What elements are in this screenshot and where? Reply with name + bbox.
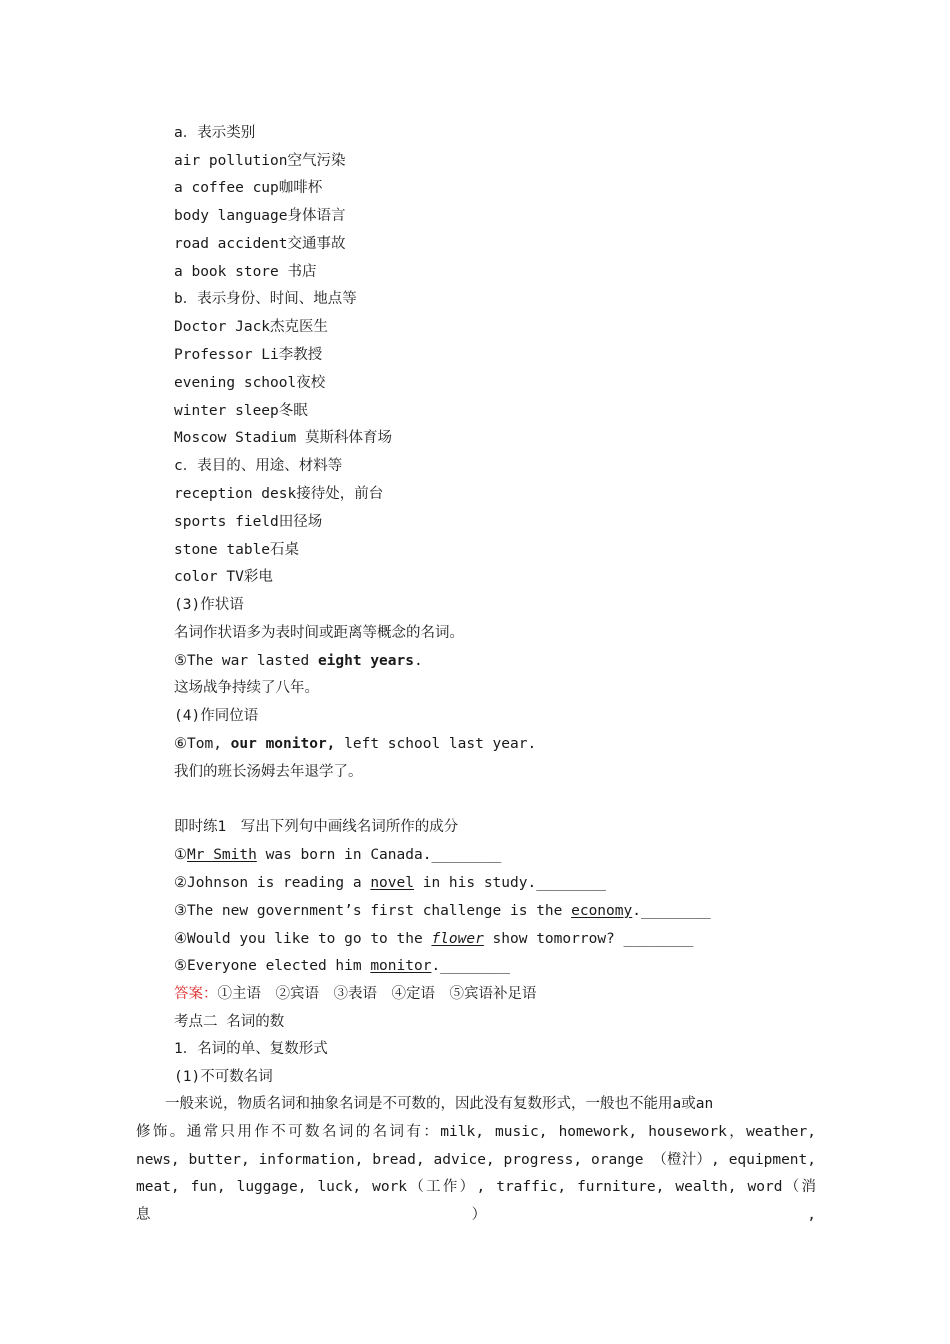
text-segment: a．表示类别 (174, 125, 256, 141)
cat-b-heading (174, 288, 357, 310)
translation-line (174, 677, 319, 699)
text-segment: winter sleep冬眠 (174, 403, 308, 419)
text-segment: 考点二 名词的数 (174, 1014, 285, 1030)
text-segment: body language身体语言 (174, 208, 346, 224)
cat-c-heading (174, 455, 342, 477)
exercise-heading (174, 816, 458, 838)
text-segment: left school last year. (335, 736, 537, 752)
paragraph-line: 修饰。通常只用作不可数名词的名词有：milk, music, homework, housework，weather, (136, 1123, 816, 1140)
text-segment: Doctor Jack杰克医生 (174, 319, 329, 335)
example-line (174, 539, 299, 561)
text-segment: stone table石桌 (174, 542, 300, 558)
exercise-item (174, 955, 510, 977)
text-segment: 名词作状语多为表时间或距离等概念的名词。 (174, 625, 464, 641)
bold-phrase: eight years (317, 653, 414, 669)
text-segment: .________ (632, 903, 711, 919)
translation-line (174, 761, 363, 783)
paragraph-line: news, butter, information, bread, advice, progress, orange （橙汁）, equipment, (136, 1151, 816, 1168)
text-segment: (3)作状语 (174, 597, 244, 613)
example-line (174, 511, 322, 533)
text-segment: show tomorrow? ________ (483, 931, 694, 947)
text-segment: reception desk接待处，前台 (174, 486, 384, 502)
section-heading (174, 594, 244, 616)
text-segment: b．表示身份、时间、地点等 (174, 291, 357, 307)
text-segment: (4)作同位语 (174, 708, 259, 724)
text-segment: color TV彩电 (174, 569, 273, 585)
example-line (174, 150, 346, 172)
topic-heading (174, 1011, 284, 1033)
example-line (174, 483, 383, 505)
subheading (174, 1038, 328, 1060)
example-line (174, 344, 322, 366)
example-line (174, 233, 346, 255)
cat-a-heading (174, 122, 255, 144)
explanation-line (174, 622, 464, 644)
example-sentence (174, 733, 536, 755)
section-heading (174, 1066, 273, 1088)
text-segment: 这场战争持续了八年。 (174, 680, 319, 696)
text-segment: Moscow Stadium 莫斯科体育场 (174, 430, 392, 446)
example-line (174, 316, 328, 338)
underlined-noun: Mr Smith (187, 847, 257, 863)
text-segment: 即时练1 写出下列句中画线名词所作的成分 (174, 819, 459, 835)
text-segment: ④Would you like to go to the (174, 931, 432, 947)
uncountable-noun-paragraph (136, 1091, 816, 1230)
underlined-noun: flower (431, 931, 484, 947)
text-segment: ⑥Tom, (174, 736, 231, 752)
text-segment: sports field田径场 (174, 514, 323, 530)
text-segment: ⑤Everyone elected him (174, 958, 371, 974)
example-line (174, 566, 273, 588)
example-sentence (174, 650, 423, 672)
example-line (174, 372, 325, 394)
text-segment: a book store 书店 (174, 264, 317, 280)
underlined-noun: novel (370, 875, 414, 891)
text-segment: a coffee cup咖啡杯 (174, 180, 323, 196)
text-segment: Professor Li李教授 (174, 347, 323, 363)
exercise-item (174, 844, 501, 866)
text-segment: evening school夜校 (174, 375, 326, 391)
text-segment: .________ (431, 958, 511, 974)
paragraph-line: meat, fun, luggage, luck, work（工作）, traffic, furniture, wealth, word（消息）, (136, 1179, 816, 1224)
text-segment: ①主语 ②宾语 ③表语 ④定语 ⑤宾语补足语 (217, 986, 537, 1002)
text-segment: ① (174, 847, 187, 863)
example-line (174, 261, 317, 283)
text-segment: in his study.________ (413, 875, 607, 891)
text-segment: road accident交通事故 (174, 236, 346, 252)
example-line (174, 427, 392, 449)
paragraph-line: 一般来说，物质名词和抽象名词是不可数的，因此没有复数形式，一般也不能用a或an (136, 1096, 714, 1112)
exercise-item (174, 872, 606, 894)
text-segment: (1)不可数名词 (174, 1069, 273, 1085)
underlined-noun: monitor (370, 958, 432, 974)
text-segment: air pollution空气污染 (174, 153, 346, 169)
text-segment: c．表目的、用途、材料等 (174, 458, 343, 474)
section-heading (174, 705, 258, 727)
exercise-item (174, 900, 711, 922)
text-segment: . (413, 653, 423, 669)
text-segment: 我们的班长汤姆去年退学了。 (174, 764, 363, 780)
answer-label: 答案： (174, 986, 218, 1002)
text-segment: ③The new government’s first challenge is the (174, 903, 572, 919)
bold-phrase: our monitor, (230, 736, 336, 752)
text-segment: ⑤The war lasted (174, 653, 318, 669)
text-segment: ②Johnson is reading a (174, 875, 371, 891)
example-line (174, 205, 346, 227)
underlined-noun: economy (571, 903, 633, 919)
text-segment: was born in Canada.________ (256, 847, 502, 863)
exercise-item (174, 928, 693, 950)
example-line (174, 400, 308, 422)
answer-line (174, 983, 537, 1005)
text-segment: 1．名词的单、复数形式 (174, 1041, 328, 1057)
example-line (174, 177, 322, 199)
